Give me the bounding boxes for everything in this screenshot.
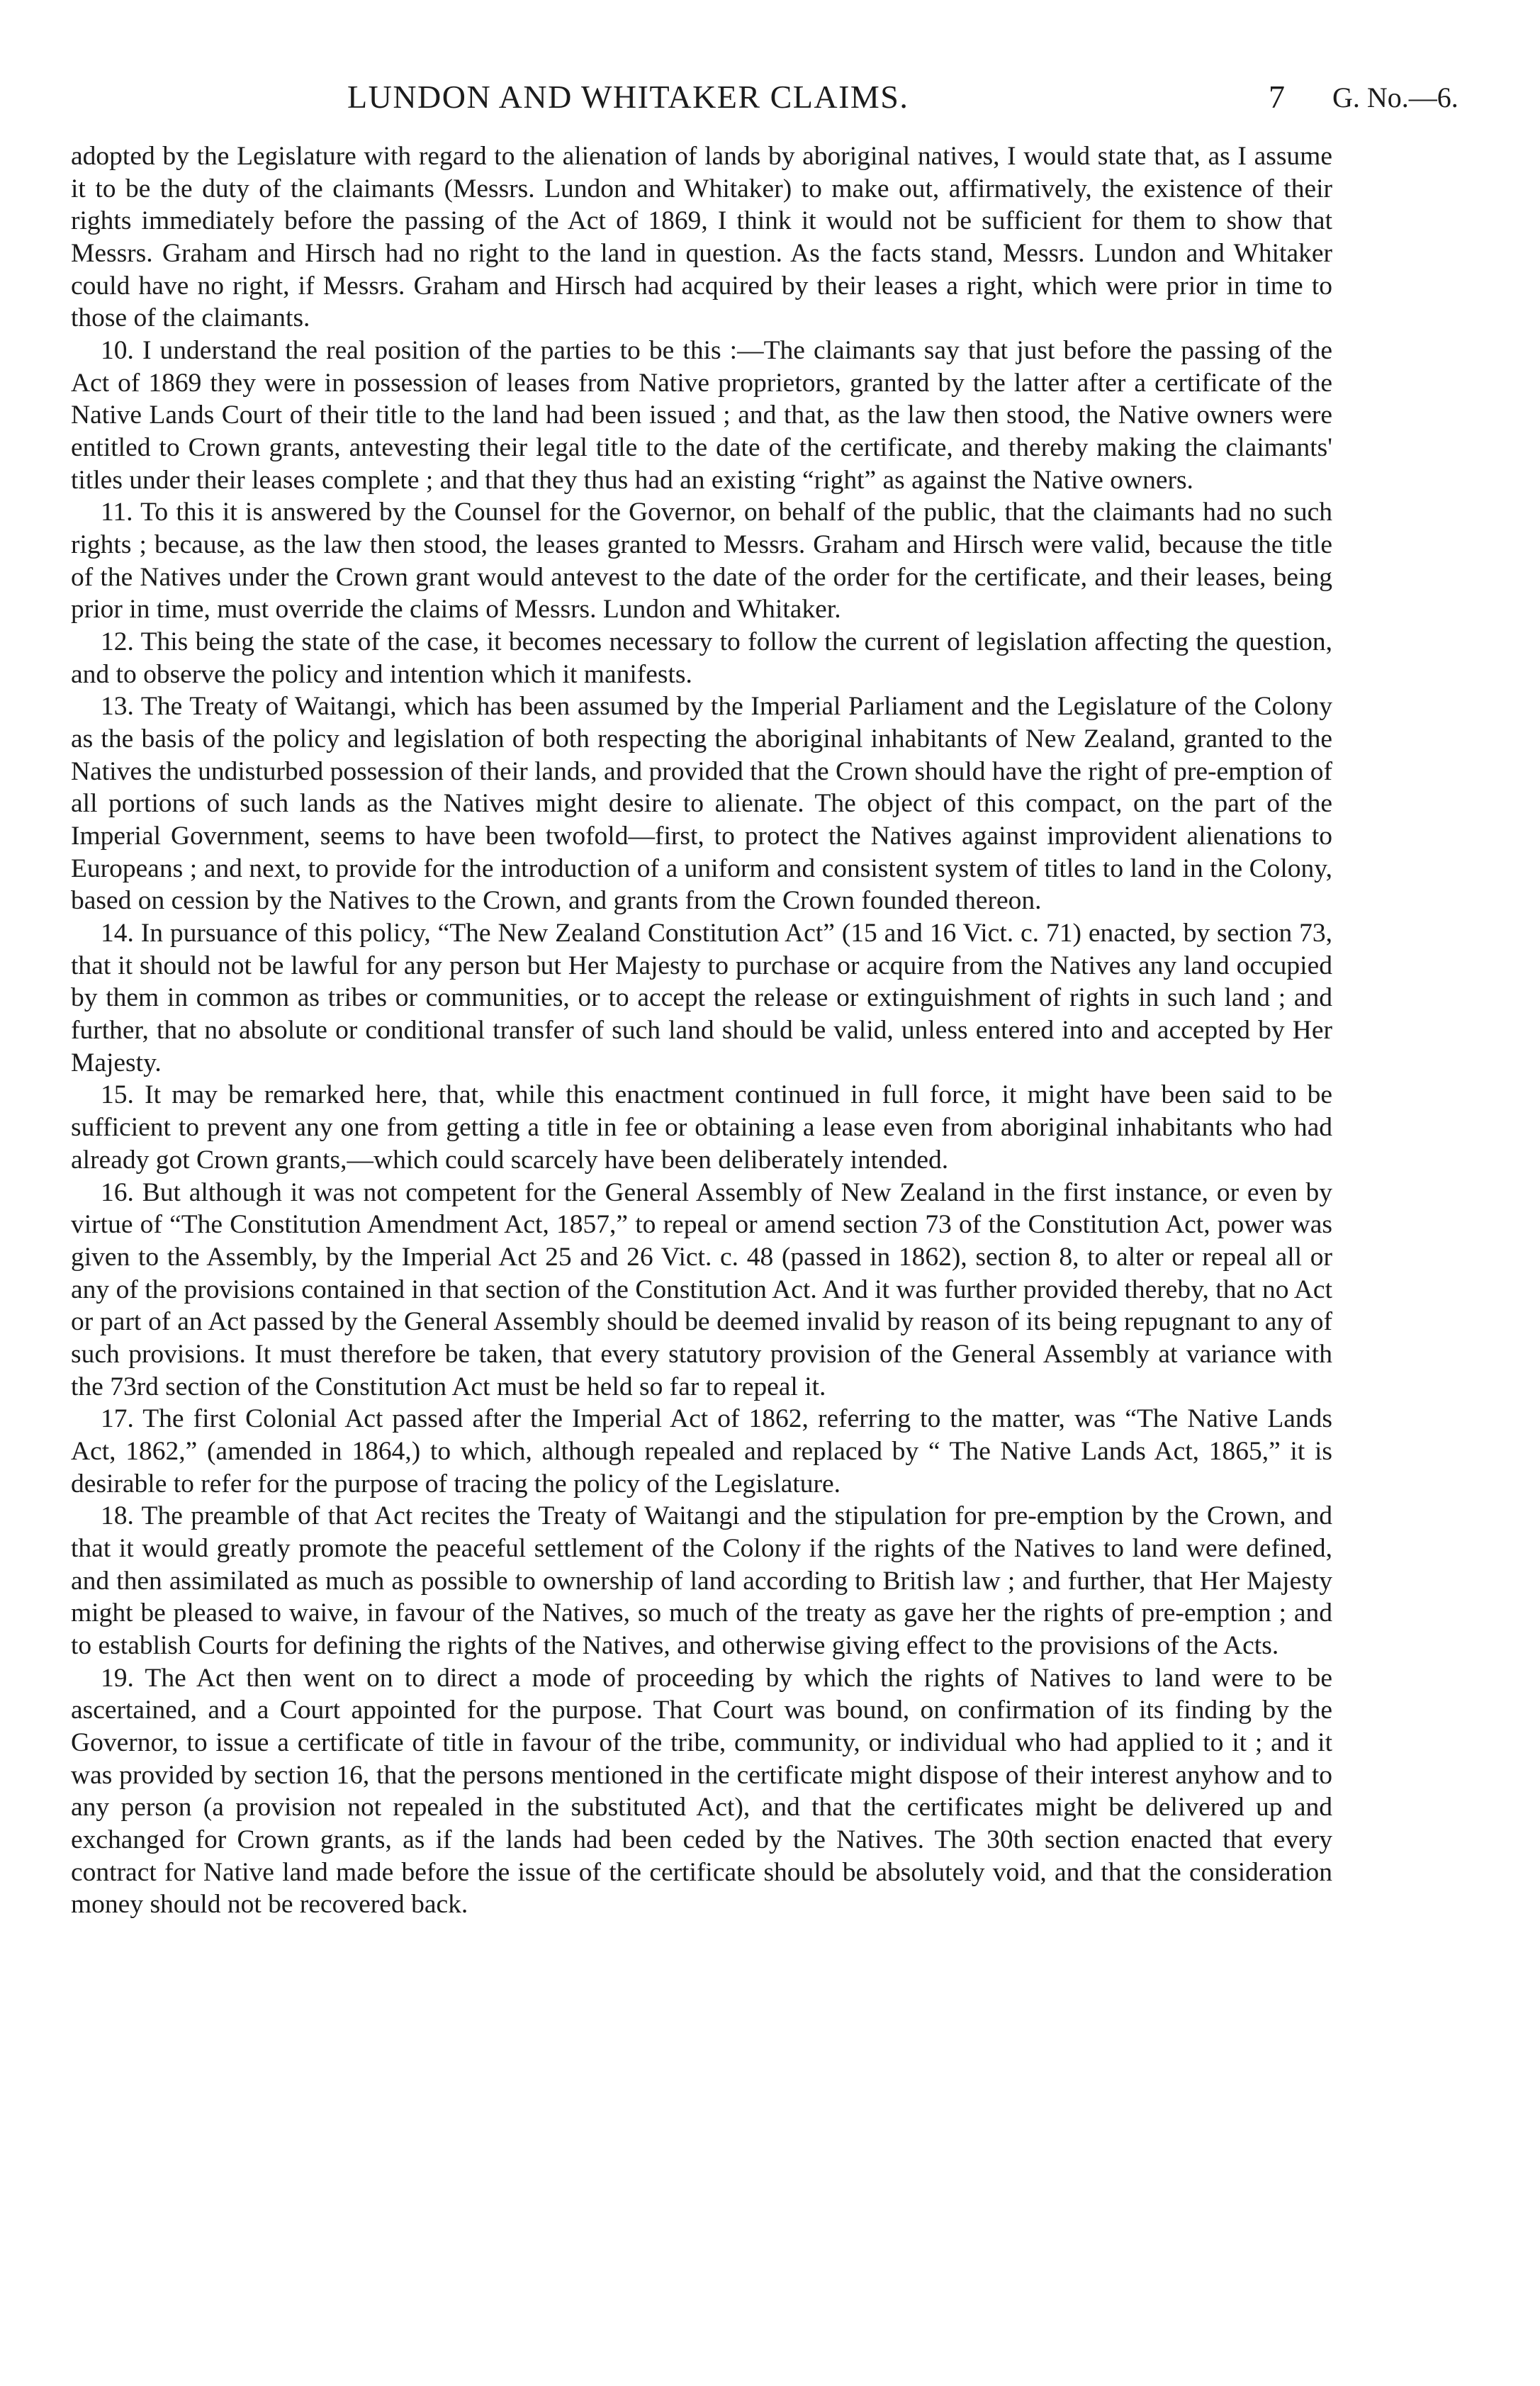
paragraph-16: 16. But although it was not competent for the General Assembly of New Zealand in the first instance, or even by virtue of “The Constitution Amendment Act, 1857,” to repeal or amend section 73 of the Constitution Act, power was given to the Assembly, by the Imperial Act 25 and 26 Vict. c. 48 (passed in 1862), section 8, to alter or repeal all or any of the provisions contained in that section of the Constitution Act. And it was further provided thereby, that no Act or part of an Act passed by the General Assembly should be deemed invalid by reason of its being repugnant to any of such provisions. It must therefore be taken, that every statutory provision of the General Assembly at variance with the 73rd section of the Constitution Act must be held so far to repeal it.	[71, 1177, 1332, 1401]
paragraph-17: 17. The first Colonial Act passed after the Imperial Act of 1862, referring to the matter, was “The Native Lands Act, 1862,” (amended in 1864,) to which, although repealed and replaced by “ The Native Lands Act, 1865,” it is desirable to refer for the purpose of tracing the policy of the Legislature.	[71, 1404, 1332, 1499]
paragraph-18: 18. The preamble of that Act recites the Treaty of Waitangi and the stipulation for pre-emption by the Crown, and that it would greatly promote the peaceful settlement of the Colony if the rights of the Natives to land were defined, and then assimilated as much as possible to ownership of land according to British law ; and further, that Her Majesty might be pleased to waive, in favour of the Natives, so much of the treaty as gave her the rights of pre-emption ; and to establish Courts for defining the rights of the Natives, and otherwise giving effect to the provisions of the Acts.	[71, 1501, 1332, 1660]
paragraph-11: 11. To this it is answered by the Counsel for the Governor, on behalf of the public, that the claimants had no such rights ; because, as the law then stood, the leases granted to Messrs. Graham and Hirsch were valid, because the title of the Natives under the Crown grant would antevest to the date of the order for the certificate, and their leases, being prior in time, must override the claims of Messrs. Lundon and Whitaker.	[71, 498, 1332, 624]
page-number: 7	[1269, 79, 1285, 115]
paragraph-14: 14. In pursuance of this policy, “The New Zealand Constitution Act” (15 and 16 Vict. c. 71) enacted, by section 73, that it should not be lawful for any person but Her Majesty to purchase or acquire from the Natives any land occupied by them in common as tribes or communities, or to accept the release or extinguishment of rights in such land ; and further, that no absolute or conditional transfer of such land should be valid, unless entered into and accepted by Her Majesty.	[71, 919, 1332, 1077]
paragraph-10: 10. I understand the real position of the parties to be this :—The claimants say that just before the passing of the Act of 1869 they were in possession of leases from Native proprietors, granted by the latter after a certificate of the Native Lands Court of their title to the land had been issued ; and that, as the law then stood, the Native owners were entitled to Crown grants, antevesting their legal title to the date of the certificate, and thereby making the claimants' titles under their leases complete ; and that they thus had an existing “right” as against the Native owners.	[71, 336, 1332, 495]
paragraph-12: 12. This being the state of the case, it becomes necessary to follow the current of legislation affecting the question, and to observe the policy and intention which it manifests.	[71, 627, 1332, 689]
paragraph-continued: adopted by the Legislature with regard to the alienation of lands by aboriginal natives, I would state that, as I assume it to be the duty of the claimants (Messrs. Lundon and Whitaker) to make out, affirmatively, the existence of their rights immediately before the passing of the Act of 1869, I think it would not be sufficient for them to show that Messrs. Graham and Hirsch had no right to the land in question. As the facts stand, Messrs. Lundon and Whitaker could have no right, if Messrs. Graham and Hirsch had acquired by their leases a right, which were prior in time to those of the claimants.	[71, 142, 1332, 333]
paragraph-19: 19. The Act then went on to direct a mode of proceeding by which the rights of Natives to land were to be ascertained, and a Court appointed for the purpose. That Court was bound, on confirmation of its finding by the Governor, to issue a certificate of title in favour of the tribe, community, or individual who had applied to it ; and it was provided by section 16, that the persons mentioned in the certificate might dispose of their interest anyhow and to any person (a provision not repealed in the substituted Act), and that the certificates might be delivered up and exchanged for Crown grants, as if the lands had been ceded by the Natives. The 30th section enacted that every contract for Native land made before the issue of the certificate should be absolutely void, and that the consideration money should not be recovered back.	[71, 1663, 1332, 1920]
paragraph-15: 15. It may be remarked here, that, while this enactment continued in full force, it might have been said to be sufficient to prevent any one from getting a title in fee or obtaining a lease even from aboriginal inhabitants who had already got Crown grants,—which could scarcely have been deliberately intended.	[71, 1080, 1332, 1175]
document-reference: G. No.—6.	[1332, 82, 1458, 113]
document-body	[71, 140, 1332, 1921]
running-title: LUNDON AND WHITAKER CLAIMS.	[347, 79, 909, 115]
page-header	[71, 78, 1481, 128]
document-page	[71, 78, 1481, 1921]
paragraph-13: 13. The Treaty of Waitangi, which has been assumed by the Imperial Parliament and the Legislature of the Colony as the basis of the policy and legislation of both respecting the aboriginal inhabitants of New Zealand, granted to the Natives the undisturbed possession of their lands, and provided that the Crown should have the right of pre-emption of all portions of such lands as the Natives might desire to alienate. The object of this compact, on the part of the Imperial Government, seems to have been twofold—first, to protect the Natives against improvident alienations to Europeans ; and next, to provide for the introduction of a uniform and consistent system of titles to land in the Colony, based on cession by the Natives to the Crown, and grants from the Crown founded thereon.	[71, 692, 1332, 916]
